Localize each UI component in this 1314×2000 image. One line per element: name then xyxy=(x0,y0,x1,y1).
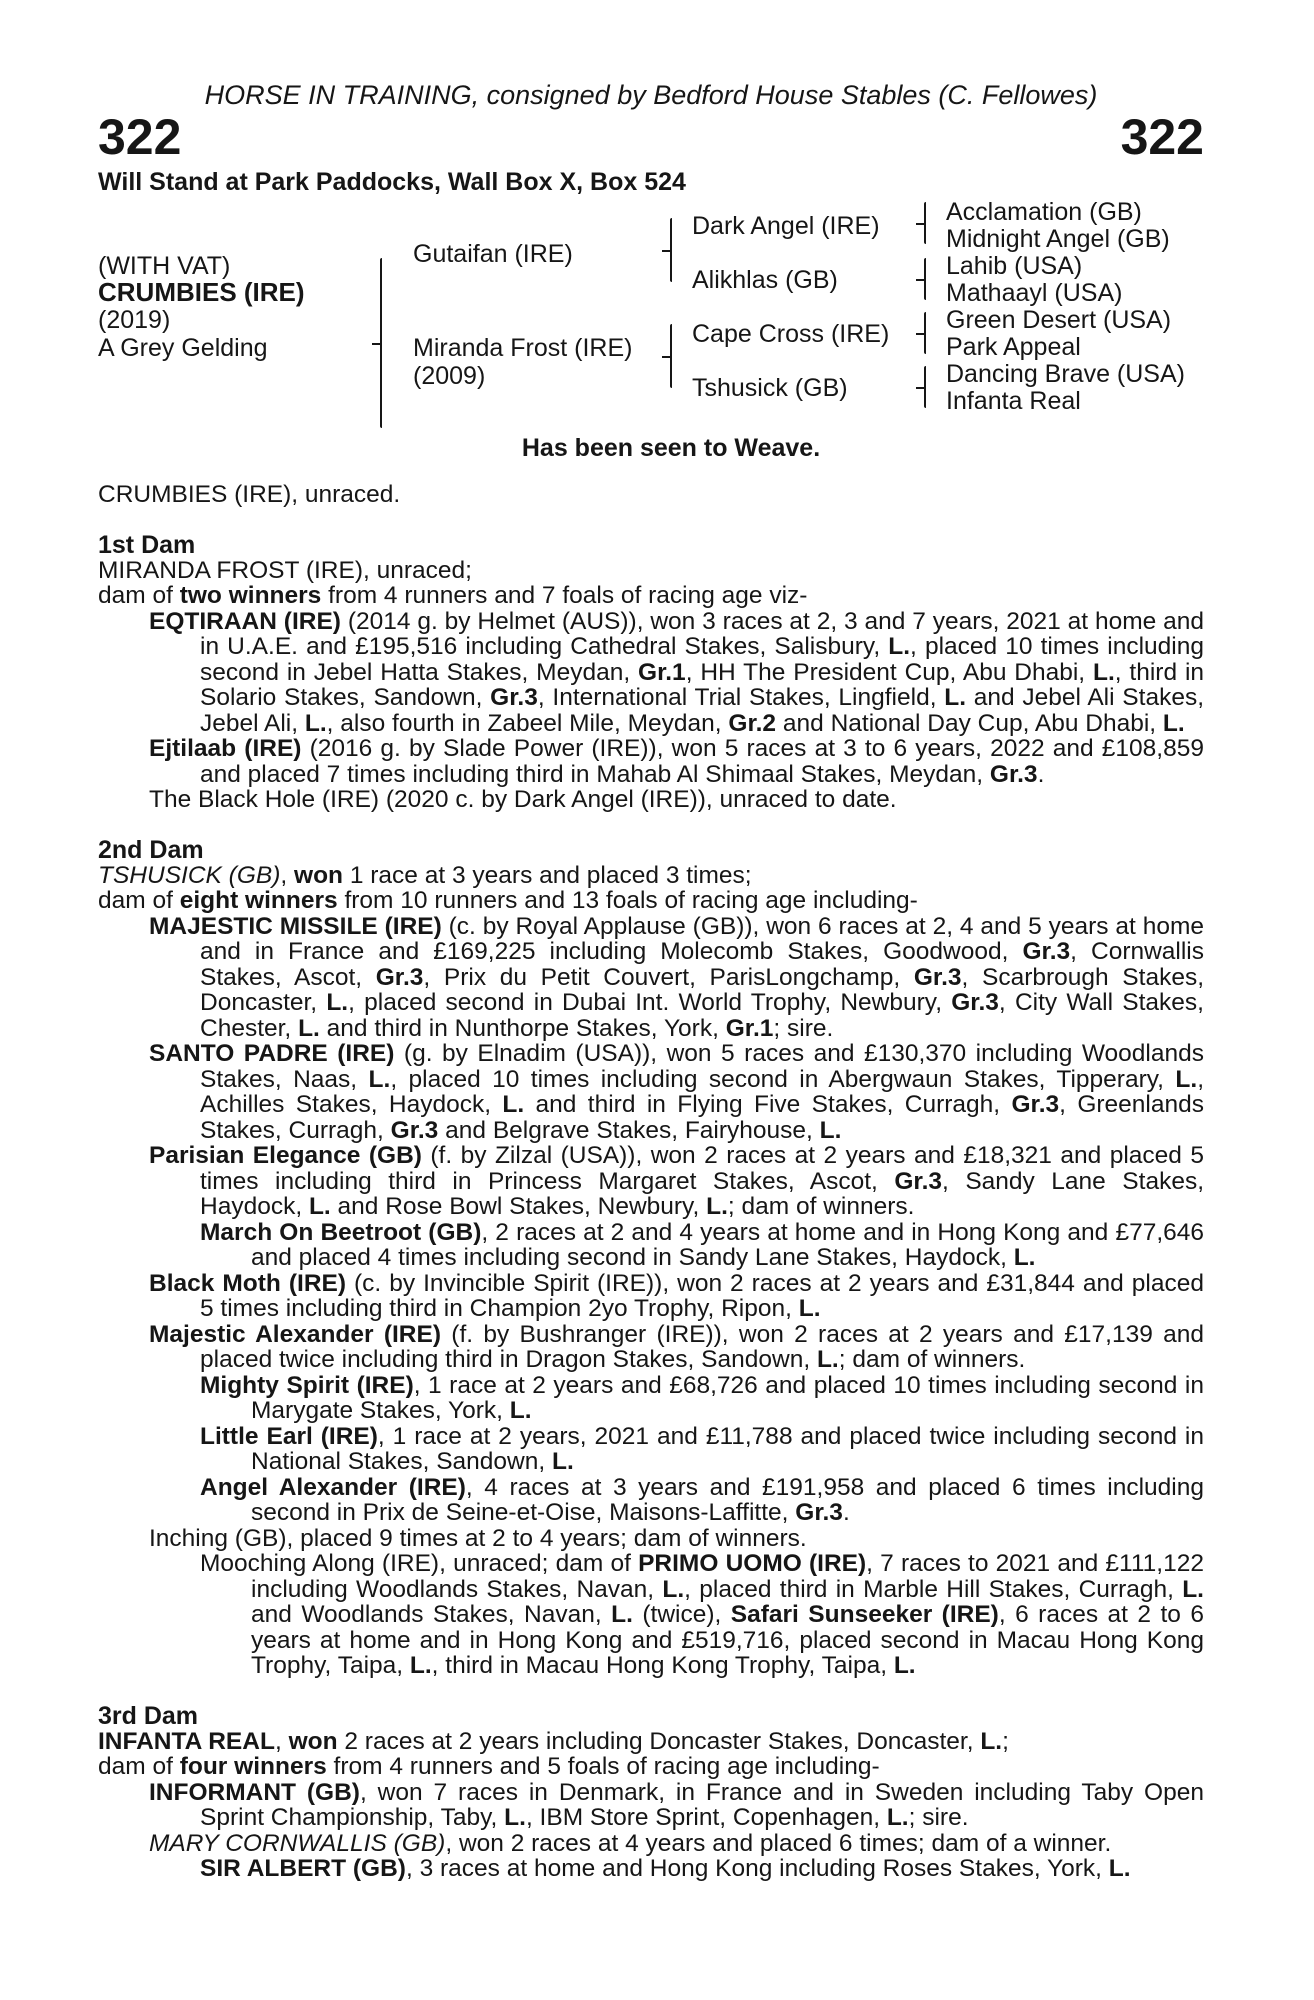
brace-sd xyxy=(924,258,926,300)
horse-description: A Grey Gelding xyxy=(98,334,268,362)
third-dam-heading: 3rd Dam xyxy=(98,1701,199,1730)
produce-entry-informant: INFORMANT (GB), won 7 races in Denmark, in France and in Sweden including Taby Open Sprint Championship, Taby, L., IBM Store Sprint, Copenhagen, L.; sire. xyxy=(149,1778,1204,1831)
gg-sire-dam-sire: Lahib (USA) xyxy=(946,252,1083,280)
horse-year: (2019) xyxy=(98,306,171,334)
dam-year: (2009) xyxy=(413,362,486,390)
produce-entry-santo-padre: SANTO PADRE (IRE) (g. by Elnadim (USA)), won 5 races and £130,370 including Woodlands Stakes, Naas, L., placed 10 times including second in Abergwaun Stakes, Tipperary, L., Achilles Stakes, Haydock, L. and third in Flying Five Stakes, Curragh, Gr.3, Greenlands Stakes, Curragh, Gr.3 and Belgrave Stakes, Fairyhouse, L. xyxy=(149,1040,1204,1144)
lot-number-right: 322 xyxy=(1120,109,1204,165)
produce-entry-black-hole: The Black Hole (IRE) (2020 c. by Dark Angel (IRE)), unraced to date. xyxy=(149,786,897,813)
dam-sire: Cape Cross (IRE) xyxy=(692,320,890,348)
dam-name: Miranda Frost (IRE) xyxy=(413,334,633,362)
third-dam-line: INFANTA REAL, won 2 races at 2 years including Doncaster Stakes, Doncaster, L.; xyxy=(98,1727,1009,1755)
second-dam-heading: 2nd Dam xyxy=(98,835,204,864)
brace-dam-line xyxy=(670,324,672,388)
gg-dam-sire-dam: Park Appeal xyxy=(946,333,1081,361)
produce-entry-march-on-beetroot: March On Beetroot (GB), 2 races at 2 and 4 years at home and in Hong Kong and £77,646 and placed 4 times including second in Sandy Lane Stakes, Haydock, L. xyxy=(200,1218,1205,1271)
pedigree-table xyxy=(98,198,1204,434)
lot-number-row xyxy=(98,109,1204,165)
horse-name: CRUMBIES (IRE) xyxy=(98,277,305,307)
brace-ds xyxy=(924,312,926,354)
produce-entry-mooching-along: Mooching Along (IRE), unraced; dam of PRIMO UOMO (IRE), 7 races to 2021 and £111,122 including Woodlands Stakes, Navan, L., placed third in Marble Hill Stakes, Curragh, L. and Woodlands Stakes, Navan, L. (twice), Safari Sunseeker (IRE), 6 races at 2 to 6 years at home and in Hong Kong and £519,716, placed second in Macau Hong Kong Trophy, Taipa, L., third in Macau Hong Kong Trophy, Taipa, L. xyxy=(200,1550,1204,1679)
produce-entry-mary-cornwallis: MARY CORNWALLIS (GB), won 2 races at 4 years and placed 6 times; dam of a winner. xyxy=(149,1829,1112,1857)
second-dam-produce-summary: dam of eight winners from 10 runners and 13 foals of racing age including- xyxy=(98,887,918,914)
produce-entry-mighty-spirit: Mighty Spirit (IRE), 1 race at 2 years and £68,726 and placed 10 times including second in Marygate Stakes, York, L. xyxy=(200,1371,1204,1424)
brace-dd xyxy=(924,366,926,408)
produce-entry-majestic-alexander: Majestic Alexander (IRE) (f. by Bushranger (IRE)), won 2 races at 2 years and £17,139 and placed twice including third in Dragon Stakes, Sandown, L.; dam of winners. xyxy=(149,1320,1204,1373)
first-dam-heading: 1st Dam xyxy=(98,530,196,559)
produce-entry-sir-albert: SIR ALBERT (GB), 3 races at home and Hong Kong including Roses Stakes, York, L. xyxy=(200,1855,1131,1882)
first-dam-produce-summary: dam of two winners from 4 runners and 7 foals of racing age viz- xyxy=(98,582,808,609)
produce-entry-little-earl: Little Earl (IRE), 1 race at 2 years, 2021 and £11,788 and placed twice including second in National Stakes, Sandown, L. xyxy=(200,1422,1204,1475)
gg-sire-sire-sire: Acclamation (GB) xyxy=(946,198,1142,226)
produce-entry-majestic-missile: MAJESTIC MISSILE (IRE) (c. by Royal Applause (GB)), won 6 races at 2, 4 and 5 years at home and in France and £169,225 including Molecomb Stakes, Goodwood, Gr.3, Cornwallis Stakes, Ascot, Gr.3, Prix du Petit Couvert, ParisLongchamp, Gr.3, Scarbrough Stakes, Doncaster, L., placed second in Dubai Int. World Trophy, Newbury, Gr.3, City Wall Stakes, Chester, L. and third in Nunthorpe Stakes, York, Gr.1; sire. xyxy=(149,912,1204,1042)
gg-dam-sire-sire: Green Desert (USA) xyxy=(946,306,1172,334)
produce-entry-ejtilaab: Ejtilaab (IRE) (2016 g. by Slade Power (IRE)), won 5 races at 3 to 6 years, 2022 and £108,859 and placed 7 times including third in Mahab Al Shimaal Stakes, Meydan, Gr.3. xyxy=(149,735,1204,788)
vat-note: (WITH VAT) xyxy=(98,252,231,280)
sire-dam: Alikhlas (GB) xyxy=(692,266,838,294)
dam-dam: Tshusick (GB) xyxy=(692,374,848,402)
gg-dam-dam-sire: Dancing Brave (USA) xyxy=(946,360,1185,388)
gg-sire-dam-dam: Mathaayl (USA) xyxy=(946,279,1123,307)
sire-sire: Dark Angel (IRE) xyxy=(692,212,880,240)
produce-entry-black-moth: Black Moth (IRE) (c. by Invincible Spirit (IRE)), won 2 races at 2 years and £31,844 and placed 5 times including third in Champion 2yo Trophy, Ripon, L. xyxy=(149,1269,1204,1322)
third-dam-produce-summary: dam of four winners from 4 runners and 5 foals of racing age including- xyxy=(98,1753,880,1780)
vices-note: Has been seen to Weave. xyxy=(521,434,821,462)
stand-location: Will Stand at Park Paddocks, Wall Box X, Box 524 xyxy=(98,168,686,196)
sire-name: Gutaifan (IRE) xyxy=(413,240,573,268)
consignment-line: HORSE IN TRAINING, consigned by Bedford House Stables (C. Fellowes) xyxy=(204,80,1098,110)
lot-number-left: 322 xyxy=(98,109,182,165)
produce-entry-angel-alexander: Angel Alexander (IRE), 4 races at 3 years and £191,958 and placed 6 times including second in Prix de Seine-et-Oise, Maisons-Laffitte, Gr.3. xyxy=(200,1473,1204,1526)
first-dam-line: MIRANDA FROST (IRE), unraced; xyxy=(98,556,472,584)
catalogue-body xyxy=(98,482,1204,1882)
gg-sire-sire-dam: Midnight Angel (GB) xyxy=(946,225,1170,253)
gg-dam-dam-dam: Infanta Real xyxy=(946,387,1081,415)
catalogue-page xyxy=(98,80,1204,1882)
produce-entry-parisian-elegance: Parisian Elegance (GB) (f. by Zilzal (USA)), won 2 races at 2 years and £18,321 and placed 5 times including third in Princess Margaret Stakes, Ascot, Gr.3, Sandy Lane Stakes, Haydock, L. and Rose Bowl Stakes, Newbury, L.; dam of winners. xyxy=(149,1142,1204,1220)
brace-gen1 xyxy=(380,258,382,428)
produce-entry-inching: Inching (GB), placed 9 times at 2 to 4 years; dam of winners. xyxy=(149,1524,807,1552)
produce-entry-eqtiraan: EQTIRAAN (IRE) (2014 g. by Helmet (AUS)), won 3 races at 2, 3 and 7 years, 2021 at home and in U.A.E. and £195,516 including Cathedral Stakes, Salisbury, L., placed 10 times including second in Jebel Hatta Stakes, Meydan, Gr.1, HH The President Cup, Abu Dhabi, L., third in Solario Stakes, Sandown, Gr.3, International Trial Stakes, Lingfield, L. and Jebel Ali Stakes, Jebel Ali, L., also fourth in Zabeel Mile, Meydan, Gr.2 and National Day Cup, Abu Dhabi, L. xyxy=(149,607,1205,737)
brace-sire-line xyxy=(670,218,672,282)
brace-ss xyxy=(924,202,926,244)
second-dam-line: TSHUSICK (GB), won 1 race at 3 years and placed 3 times; xyxy=(98,861,752,889)
race-record: CRUMBIES (IRE), unraced. xyxy=(98,481,401,508)
